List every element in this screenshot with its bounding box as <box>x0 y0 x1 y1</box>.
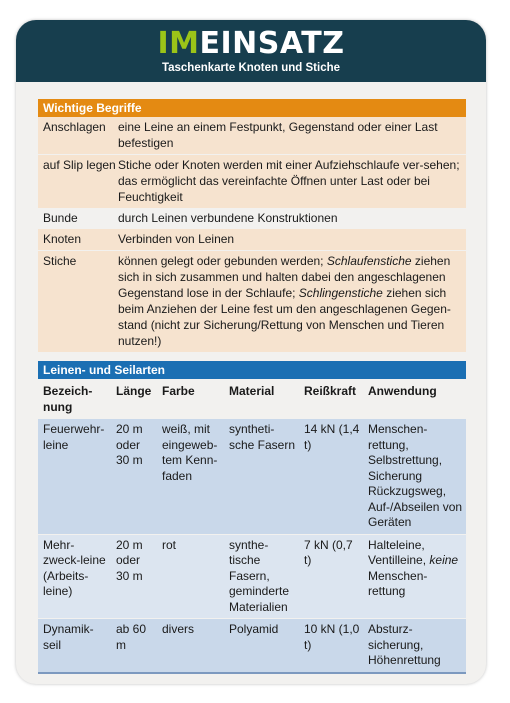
cell-farbe: rot <box>157 534 224 619</box>
table-row <box>38 619 466 672</box>
cell-anwendung <box>363 534 466 619</box>
stiche-emphasis-2: Schlingenstiche <box>298 286 383 300</box>
def-text: Verbinden von Leinen <box>118 232 235 246</box>
def-term: auf Slip legen <box>43 158 116 172</box>
cell-reisskraft: 10 kN (1,0 t) <box>299 619 363 672</box>
begriffe-title: Wichtige Begriffe <box>38 99 466 117</box>
def-text: Stiche oder Knoten werden mit einer Aufziehschlaufe ver-sehen; das ermöglicht das vereinfachte Öffnen unter Last oder bei Feuchtigkeit <box>118 158 460 204</box>
pocket-card <box>16 20 486 684</box>
col-header: Farbe <box>157 379 224 419</box>
def-row-anschlagen <box>38 117 466 154</box>
col-header: Bezeich-nung <box>38 379 111 419</box>
leinen-section <box>38 361 466 674</box>
def-row-bunde <box>38 208 466 229</box>
card-subtitle: Taschenkarte Knoten und Stiche <box>161 62 341 74</box>
cell-farbe: weiß, mit eingeweb-tem Kenn-faden <box>157 419 224 535</box>
col-header: Anwendung <box>363 379 466 419</box>
stiche-text-2: ziehen sich in sich zusammen und halten dabei den angeschlagenen Gegenstand lose in der Schlaufe; <box>118 254 451 300</box>
cell-bezeichnung: Feuerwehr-leine <box>38 419 111 535</box>
def-text <box>118 253 466 349</box>
cell-farbe: divers <box>157 619 224 672</box>
logo-im: IM <box>157 26 200 61</box>
col-header: Material <box>224 379 299 419</box>
def-term: Stiche <box>43 254 77 268</box>
table-header-row <box>38 379 466 419</box>
def-row-auf-slip <box>38 154 466 208</box>
table-row <box>38 419 466 535</box>
cell-reisskraft: 7 kN (0,7 t) <box>299 534 363 619</box>
anwendung-emphasis: keine <box>429 553 459 567</box>
cell-laenge: ab 60 m <box>111 619 157 672</box>
cell-laenge: 20 m oder 30 m <box>111 534 157 619</box>
def-term: Anschlagen <box>43 120 106 134</box>
def-term: Bunde <box>43 211 78 225</box>
anwendung-text-1: Halteleine, Ventilleine, <box>368 537 430 567</box>
def-row-stiche <box>38 250 466 352</box>
stiche-text-1: können gelegt oder gebunden werden; <box>118 254 327 268</box>
cell-material: synthe-tische Fasern, geminderte Materialien <box>224 534 299 619</box>
cell-laenge: 20 m oder 30 m <box>111 419 157 535</box>
cell-material: syntheti-sche Fasern <box>224 419 299 535</box>
cell-material: Polyamid <box>224 619 299 672</box>
col-header: Länge <box>111 379 157 419</box>
cell-reisskraft: 14 kN (1,4 t) <box>299 419 363 535</box>
def-row-knoten <box>38 229 466 250</box>
leinen-title: Leinen- und Seilarten <box>38 361 466 379</box>
stiche-emphasis-1: Schlaufenstiche <box>326 254 412 268</box>
im-einsatz-logo <box>16 28 486 60</box>
cell-anwendung: Absturz-sicherung, Höhenrettung <box>363 619 466 672</box>
col-header: Reißkraft <box>299 379 363 419</box>
table-bottom-line <box>38 672 466 674</box>
logo-einsatz: EINSATZ <box>199 26 345 61</box>
def-text: durch Leinen verbundene Konstruktionen <box>118 211 338 225</box>
card-header <box>16 20 486 82</box>
def-term: Knoten <box>43 232 82 246</box>
table-row <box>38 534 466 619</box>
anwendung-text-2: Menschen-rettung <box>368 568 428 598</box>
cell-bezeichnung: Mehr-zweck-leine (Arbeits-leine) <box>38 534 111 619</box>
cell-bezeichnung: Dynamik-seil <box>38 619 111 672</box>
stiche-text-3: ziehen sich beim Anziehen der Leine fest um den angeschlagenen Gegen-stand (nicht zur Sicherung/Rettung von Menschen und Tieren nutzen!) <box>118 286 451 348</box>
cell-anwendung: Menschen-rettung, Selbstrettung, Sicherung Rückzugsweg, Auf-/Abseilen von Geräten <box>363 419 466 535</box>
leinen-table <box>38 379 466 672</box>
def-text: eine Leine an einem Festpunkt, Gegenstand oder einer Last befestigen <box>118 120 438 150</box>
begriffe-section <box>38 99 466 352</box>
